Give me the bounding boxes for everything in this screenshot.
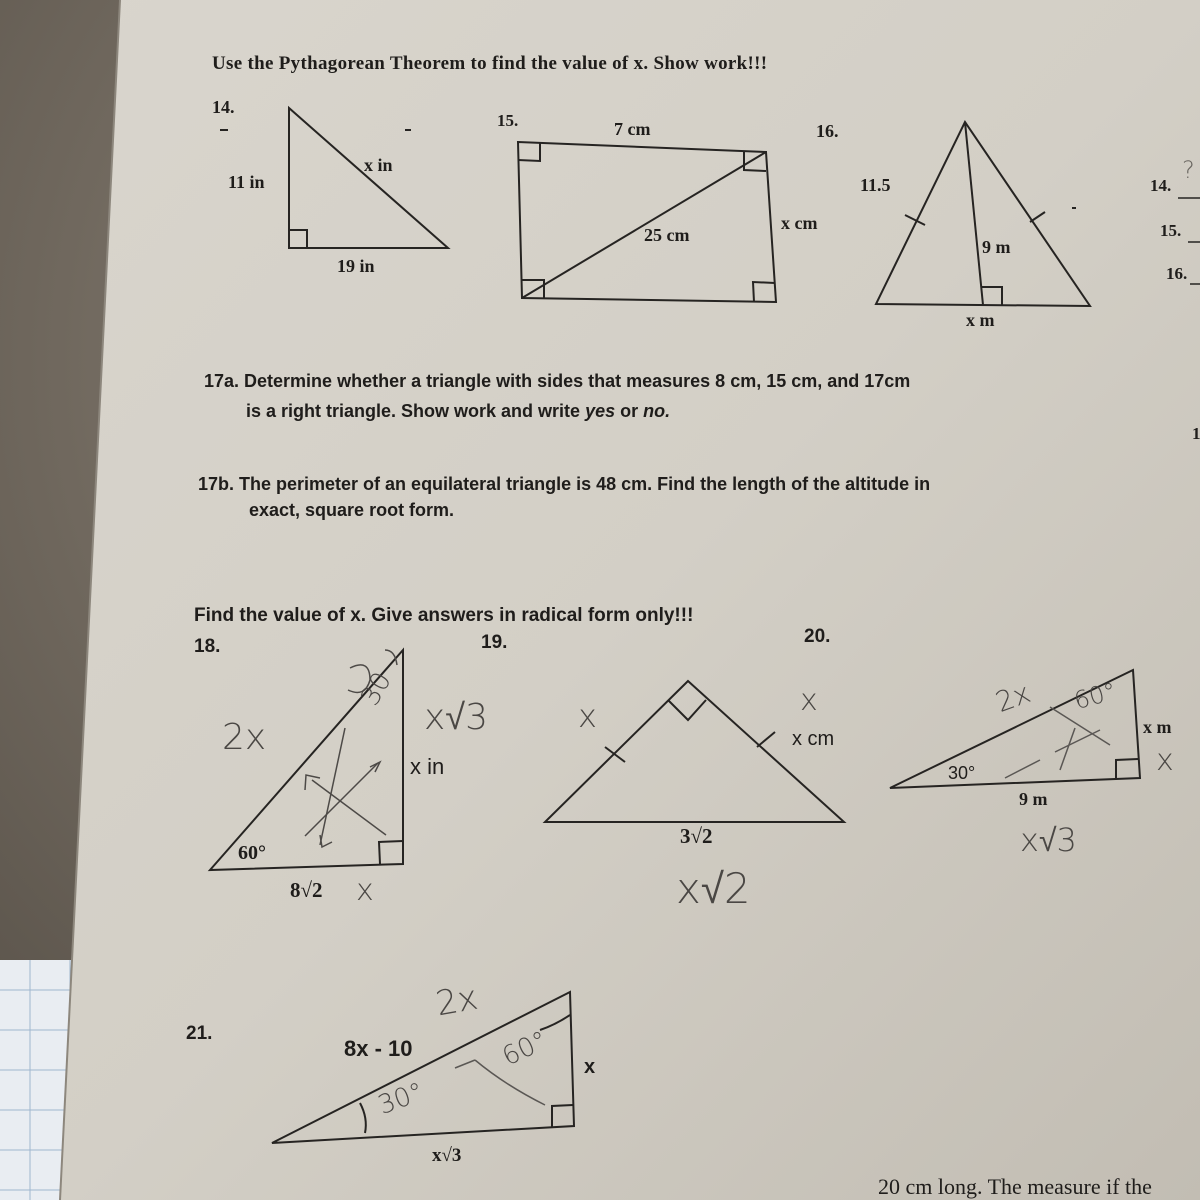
problem-20-leg: 9 m (1019, 789, 1048, 809)
problem-14-leg-a: 11 in (228, 172, 265, 192)
problem-17a-or: or (620, 401, 639, 421)
problem-16-altitude: 9 m (982, 237, 1011, 257)
right-edge-mark: 1 (1192, 424, 1200, 443)
answer-label-14: 14. (1150, 176, 1172, 195)
problem-17a-yes: yes (585, 401, 616, 421)
hw-20-60: 60° (1071, 676, 1120, 716)
problem-14-leg-b: 19 in (337, 256, 375, 276)
answer-14-handwritten-mark: ? (1182, 156, 1195, 184)
problem-21-number: 21. (186, 1023, 213, 1044)
problem-20-side: x m (1143, 717, 1172, 737)
problem-15-number: 15. (497, 111, 519, 130)
problem-19-leg: x cm (792, 728, 835, 750)
problem-16-number: 16. (816, 121, 839, 141)
problem-17a-line2 (246, 402, 670, 420)
problem-21-side: x (584, 1056, 596, 1078)
hw-20-x: x (1156, 743, 1174, 778)
hw-18-30: 30 (355, 667, 398, 711)
answer-label-16: 16. (1166, 264, 1188, 283)
hw-18-2x: 2x (222, 717, 267, 758)
problem-19-number: 19. (481, 632, 508, 653)
problem-14-hyp: x in (364, 155, 393, 175)
hw-21-60: 60° (497, 1025, 553, 1073)
hw-19-xroot2: x√2 (676, 864, 751, 913)
problem-20-angle: 30° (948, 763, 976, 783)
hw-21-30: 30° (374, 1077, 428, 1121)
hw-20-xroot3: x√3 (1020, 821, 1077, 859)
problem-17b-line2: exact, square root form. (249, 500, 455, 520)
problem-17a-line1: 17a. Determine whether a triangle with sides that measures 8 cm, 15 cm, and 17cm (204, 371, 911, 391)
hw-18-xroot3: x√3 (424, 697, 488, 738)
problem-18-base: 8√2 (290, 878, 323, 902)
section2-instructions: Find the value of x. Give answers in radical form only!!! (194, 605, 694, 626)
problem-17a-line2-text: is a right triangle. Show work and write (246, 401, 581, 421)
problem-20-number: 20. (804, 626, 831, 647)
problem-18-side: x in (410, 754, 445, 779)
problem-21-base: x√3 (432, 1145, 462, 1166)
problem-16-slant: 11.5 (860, 175, 891, 195)
problem-19-hyp: 3√2 (680, 824, 713, 848)
problem-15-side: x cm (781, 213, 818, 233)
hw-19-x-right: x (800, 683, 818, 718)
problem-16-base: x m (966, 310, 995, 330)
problem-14-number: 14. (212, 97, 235, 117)
section1-instructions: Use the Pythagorean Theorem to find the value of x. Show work!!! (212, 53, 768, 74)
bottom-partial-text: 20 cm long. The measure if the (878, 1174, 1152, 1199)
problem-21-hyp: 8x - 10 (344, 1036, 413, 1061)
answer-label-15: 15. (1160, 221, 1182, 240)
hw-20-2x: 2x (991, 676, 1035, 719)
problem-18-number: 18. (194, 636, 221, 657)
problem-15-top: 7 cm (614, 119, 651, 139)
problem-15-diagonal: 25 cm (644, 225, 690, 245)
problem-17b-line1: 17b. The perimeter of an equilateral triangle is 48 cm. Find the length of the altitude in (198, 474, 931, 494)
hw-18-x: x (356, 873, 374, 908)
hw-19-x-left: x (578, 697, 597, 735)
problem-17a-no: no. (643, 401, 671, 421)
hw-21-2x: 2x (432, 977, 481, 1025)
problem-18-angle: 60° (238, 842, 266, 864)
